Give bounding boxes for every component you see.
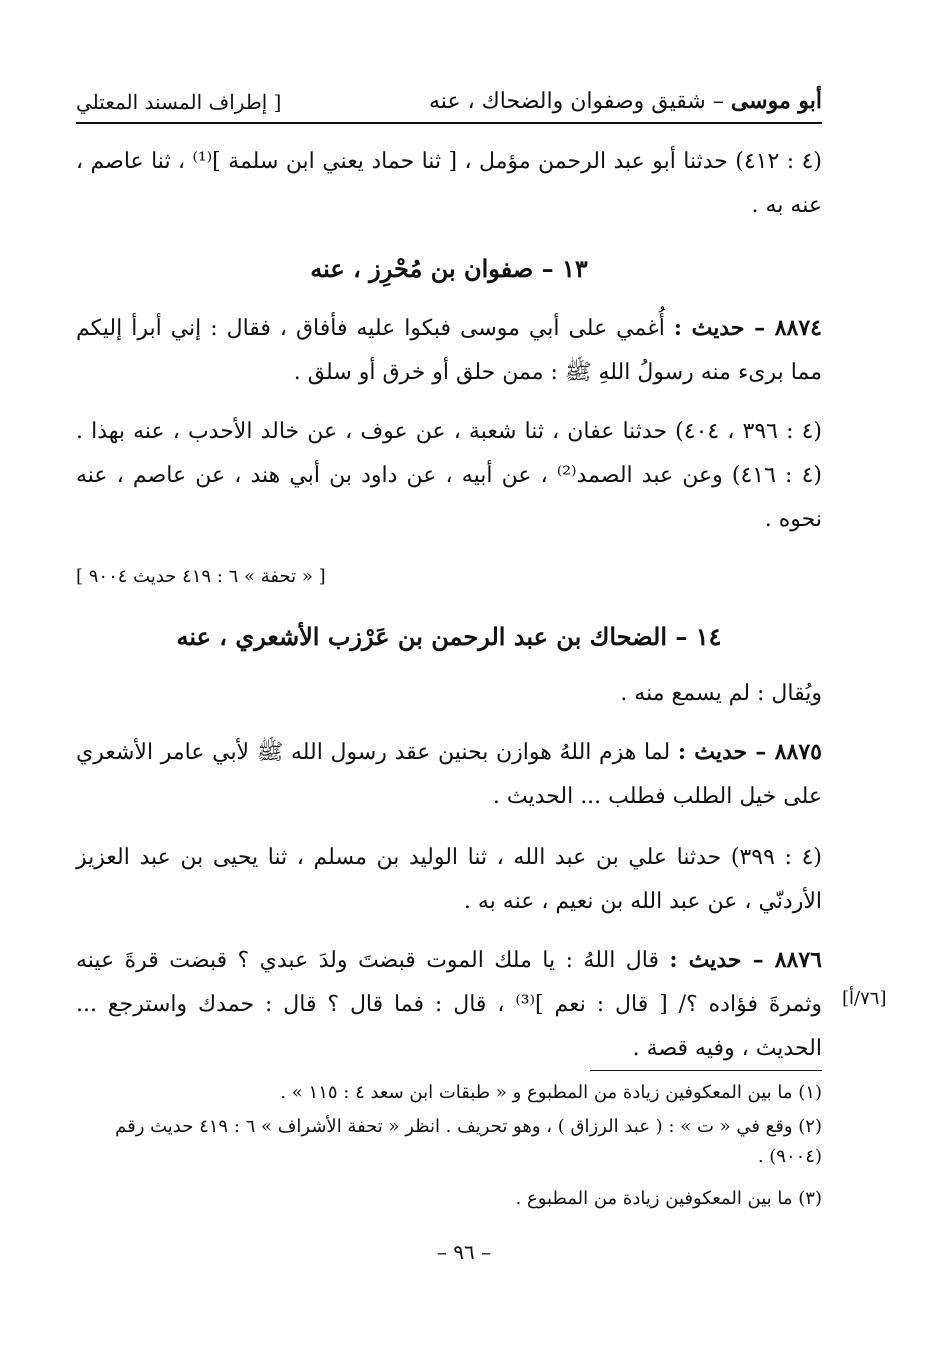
section-heading-14: ١٤ – الضحاك بن عبد الرحمن بن عَرْزب الأشعري ، عنه [176,622,722,651]
isnad-paragraph-4-399: (٤ : ٣٩٩) حدثنا علي بن عبد الله ، ثنا الوليد بن مسلم ، ثنا يحيى بن عبد العزيز الأردنّي ، عن عبد الله بن نعيم ، عنه به . [76,845,822,914]
hadith-keyword: – حديث : [677,739,775,765]
hadith-number: ٨٨٧٦ [774,947,822,973]
hadith-number: ٨٨٧٥ [774,739,822,765]
hadith-number: ٨٨٧٤ [774,315,822,341]
hadith-8874 [76,306,822,395]
page-number: – ٩٦ – [436,1240,492,1264]
hadith-text: قال اللهُ : يا ملك الموت قبضتَ ولدَ عبدي ؟ قبضت قرةَ عينه وثمرةَ فؤاده ؟/ [ قال : نعم ]⁽³⁾ ، قال : فما قال ؟ قال : حمدك واسترجع ... الحديث ، وفيه قصة . [76,948,822,1061]
footnote-1: (١) ما بين المعكوفين زيادة من المطبوع و « طبقات ابن سعد ٤ : ١١٥ » . [280,1082,822,1103]
hadith-text: أُغمي على أبي موسى فبكوا عليه فأفاق ، فقال : إني أبرأ إليكم مما برىء منه رسولُ اللهِ ﷺ : ممن حلق أو خرق أو سلق . [76,316,822,385]
header-companion-name: أبو موسى [730,88,822,114]
header-subtitle: – شقيق وصفوان والضحاك ، عنه [429,89,731,114]
hadith-8876 [76,938,822,1071]
hadith-8875 [76,730,822,819]
tuhfa-reference: [ « تحفة » ٦ : ٤١٩ حديث ٩٠٠٤ ] [76,566,326,587]
footnote-2: (٢) وقع في « ت » : ( عبد الرزاق ) ، وهو تحريف . انظر « تحفة الأشراف » ٦ : ٤١٩ حديث رقم (٩٠٠٤) . [115,1116,822,1167]
isnad-paragraph-4-396: (٤ : ٣٩٦ ، ٤٠٤) حدثنا عفان ، ثنا شعبة ، عن عوف ، عن خالد الأحدب ، عنه بهذا . (٤ : ٤١٦) وعن عبد الصمد⁽²⁾ ، عن أبيه ، عن داود بن أبي هند ، عن عاصم ، عنه نحوه . [76,419,822,532]
footnote-separator [590,1070,822,1071]
hadith-keyword: – حديث : [669,947,775,973]
hadith-text: لما هزم اللهُ هوازن بحنين عقد رسول الله ﷺ لأبي عامر الأشعري على خيل الطلب فطلب ... الحديث . [76,740,822,809]
footnote-3: (٣) ما بين المعكوفين زيادة من المطبوع . [515,1188,822,1209]
running-header [76,84,822,124]
section-heading-13: ١٣ – صفوان بن مُحْرِز ، عنه [310,254,588,283]
header-book-title: [ إطراف المسند المعتلي [76,90,282,114]
hadith-keyword: – حديث : [673,315,775,341]
manuscript-folio-marker: [٧٦/أ] [842,988,887,1009]
isnad-paragraph-4-412: (٤ : ٤١٢) حدثنا أبو عبد الرحمن مؤمل ، [ ثنا حماد يعني ابن سلمة ]⁽¹⁾ ، ثنا عاصم ، عنه به . [76,149,822,218]
note-not-heard: ويُقال : لم يسمع منه . [620,681,822,706]
header-section-title [429,88,822,114]
